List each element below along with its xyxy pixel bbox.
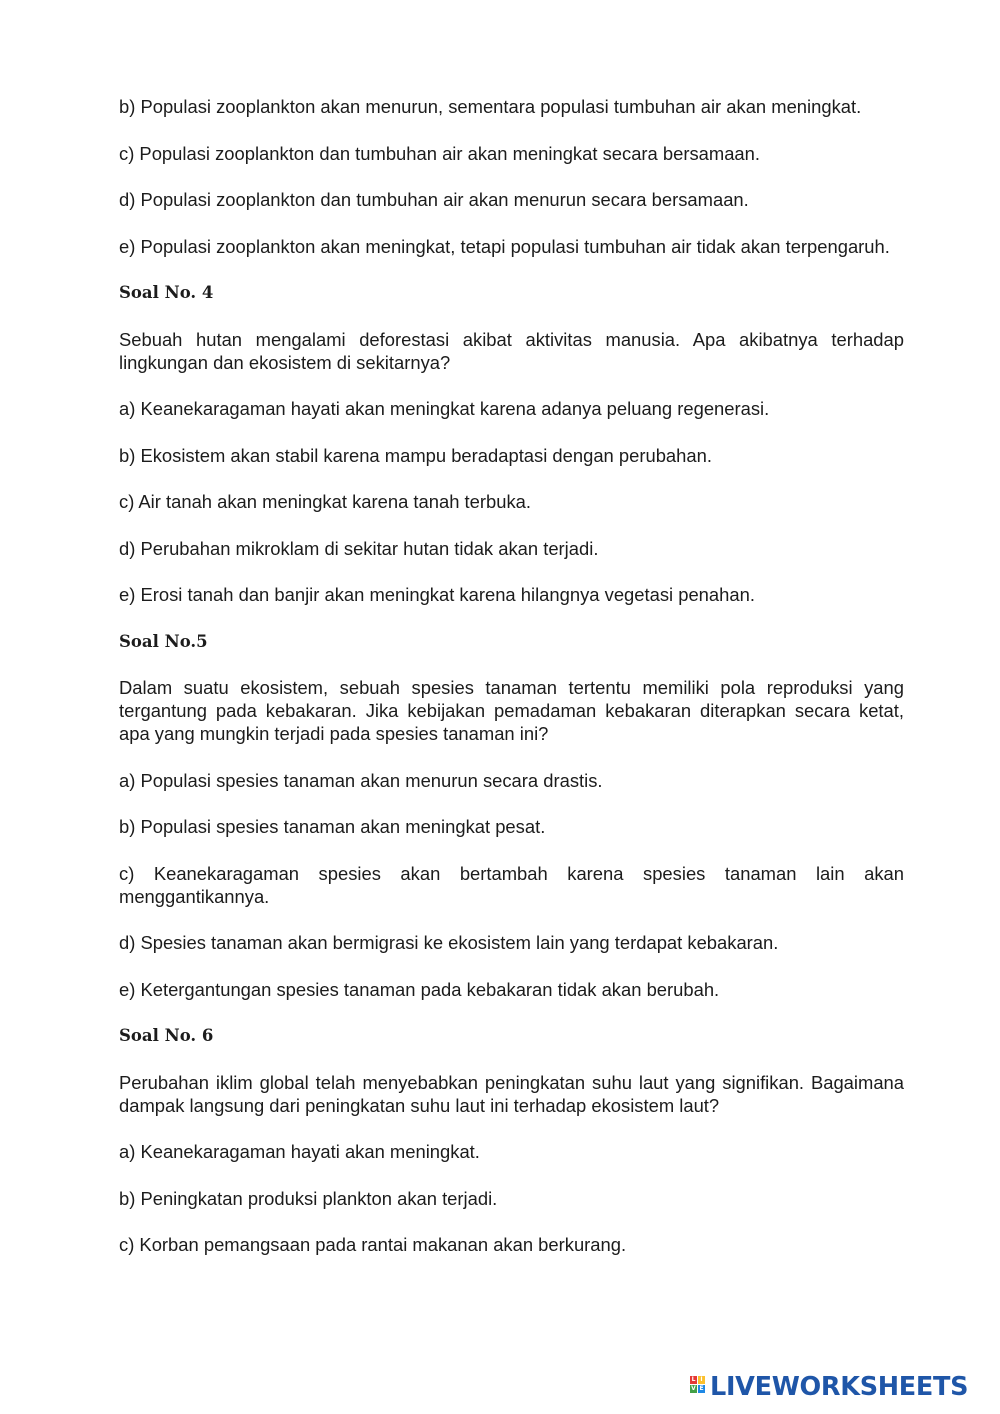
logo-tile-l: L bbox=[691, 1376, 696, 1383]
q6-question: Perubahan iklim global telah menyebabkan peningkatan suhu laut yang signifikan. Bagaimana dampak langsung dari peningkatan suhu laut ini terhadap ekosistem laut? bbox=[119, 1071, 904, 1116]
logo-tile-v: V bbox=[691, 1385, 696, 1392]
q5-option-c: c) Keanekaragaman spesies akan bertambah karena spesies tanaman lain akan menggantikannya. bbox=[119, 862, 904, 907]
q3-option-d: d) Populasi zooplankton dan tumbuhan air akan menurun secara bersamaan. bbox=[119, 189, 749, 210]
q6-option-c: c) Korban pemangsaan pada rantai makanan akan berkurang. bbox=[119, 1234, 627, 1255]
liveworksheets-mark-icon bbox=[690, 1373, 707, 1401]
q5-option-e: e) Ketergantungan spesies tanaman pada kebakaran tidak akan berubah. bbox=[119, 978, 720, 1000]
q4-option-c: c) Air tanah akan meningkat karena tanah terbuka. bbox=[119, 491, 532, 512]
q4-heading: Soal No. 4 bbox=[119, 283, 214, 302]
q6-option-b: b) Peningkatan produksi plankton akan terjadi. bbox=[119, 1187, 498, 1209]
q4-option-e: e) Erosi tanah dan banjir akan meningkat karena hilangnya vegetasi penahan. bbox=[119, 584, 755, 605]
q4-option-d: d) Perubahan mikroklam di sekitar hutan tidak akan terjadi. bbox=[119, 537, 599, 559]
worksheet-page bbox=[119, 95, 904, 1280]
q4-option-a: a) Keanekaragaman hayati akan meningkat karena adanya peluang regenerasi. bbox=[119, 398, 770, 419]
q4-option-b: b) Ekosistem akan stabil karena mampu beradaptasi dengan perubahan. bbox=[119, 444, 712, 466]
logo-tile-i: I bbox=[698, 1376, 705, 1384]
liveworksheets-logo[interactable] bbox=[690, 1372, 968, 1402]
q5-option-a: a) Populasi spesies tanaman akan menurun secara drastis. bbox=[119, 769, 603, 791]
q6-heading: Soal No. 6 bbox=[119, 1026, 214, 1045]
q3-option-b: b) Populasi zooplankton akan menurun, sementara populasi tumbuhan air akan meningkat. bbox=[119, 96, 862, 117]
q3-option-c: c) Populasi zooplankton dan tumbuhan air akan meningkat secara bersamaan. bbox=[119, 142, 760, 164]
q5-question: Dalam suatu ekosistem, sebuah spesies tanaman tertentu memiliki pola reproduksi yang tergantung pada kebakaran. Jika kebijakan pemadaman kebakaran diterapkan secara ketat, apa yang mungkin terjadi pada spesies tanaman ini? bbox=[119, 677, 904, 744]
logo-tile-e: E bbox=[699, 1385, 704, 1392]
q6-option-a: a) Keanekaragaman hayati akan meningkat. bbox=[119, 1141, 480, 1162]
q5-option-d: d) Spesies tanaman akan bermigrasi ke ekosistem lain yang terdapat kebakaran. bbox=[119, 932, 779, 953]
q4-question: Sebuah hutan mengalami deforestasi akibat aktivitas manusia. Apa akibatnya terhadap lingkungan dan ekosistem di sekitarnya? bbox=[119, 328, 904, 373]
liveworksheets-logo-text: LIVEWORKSHEETS bbox=[710, 1372, 969, 1402]
q5-heading: Soal No.5 bbox=[119, 631, 208, 651]
q3-option-e: e) Populasi zooplankton akan meningkat, tetapi populasi tumbuhan air tidak akan terpengaruh. bbox=[119, 235, 890, 257]
q5-option-b: b) Populasi spesies tanaman akan meningkat pesat. bbox=[119, 816, 546, 837]
